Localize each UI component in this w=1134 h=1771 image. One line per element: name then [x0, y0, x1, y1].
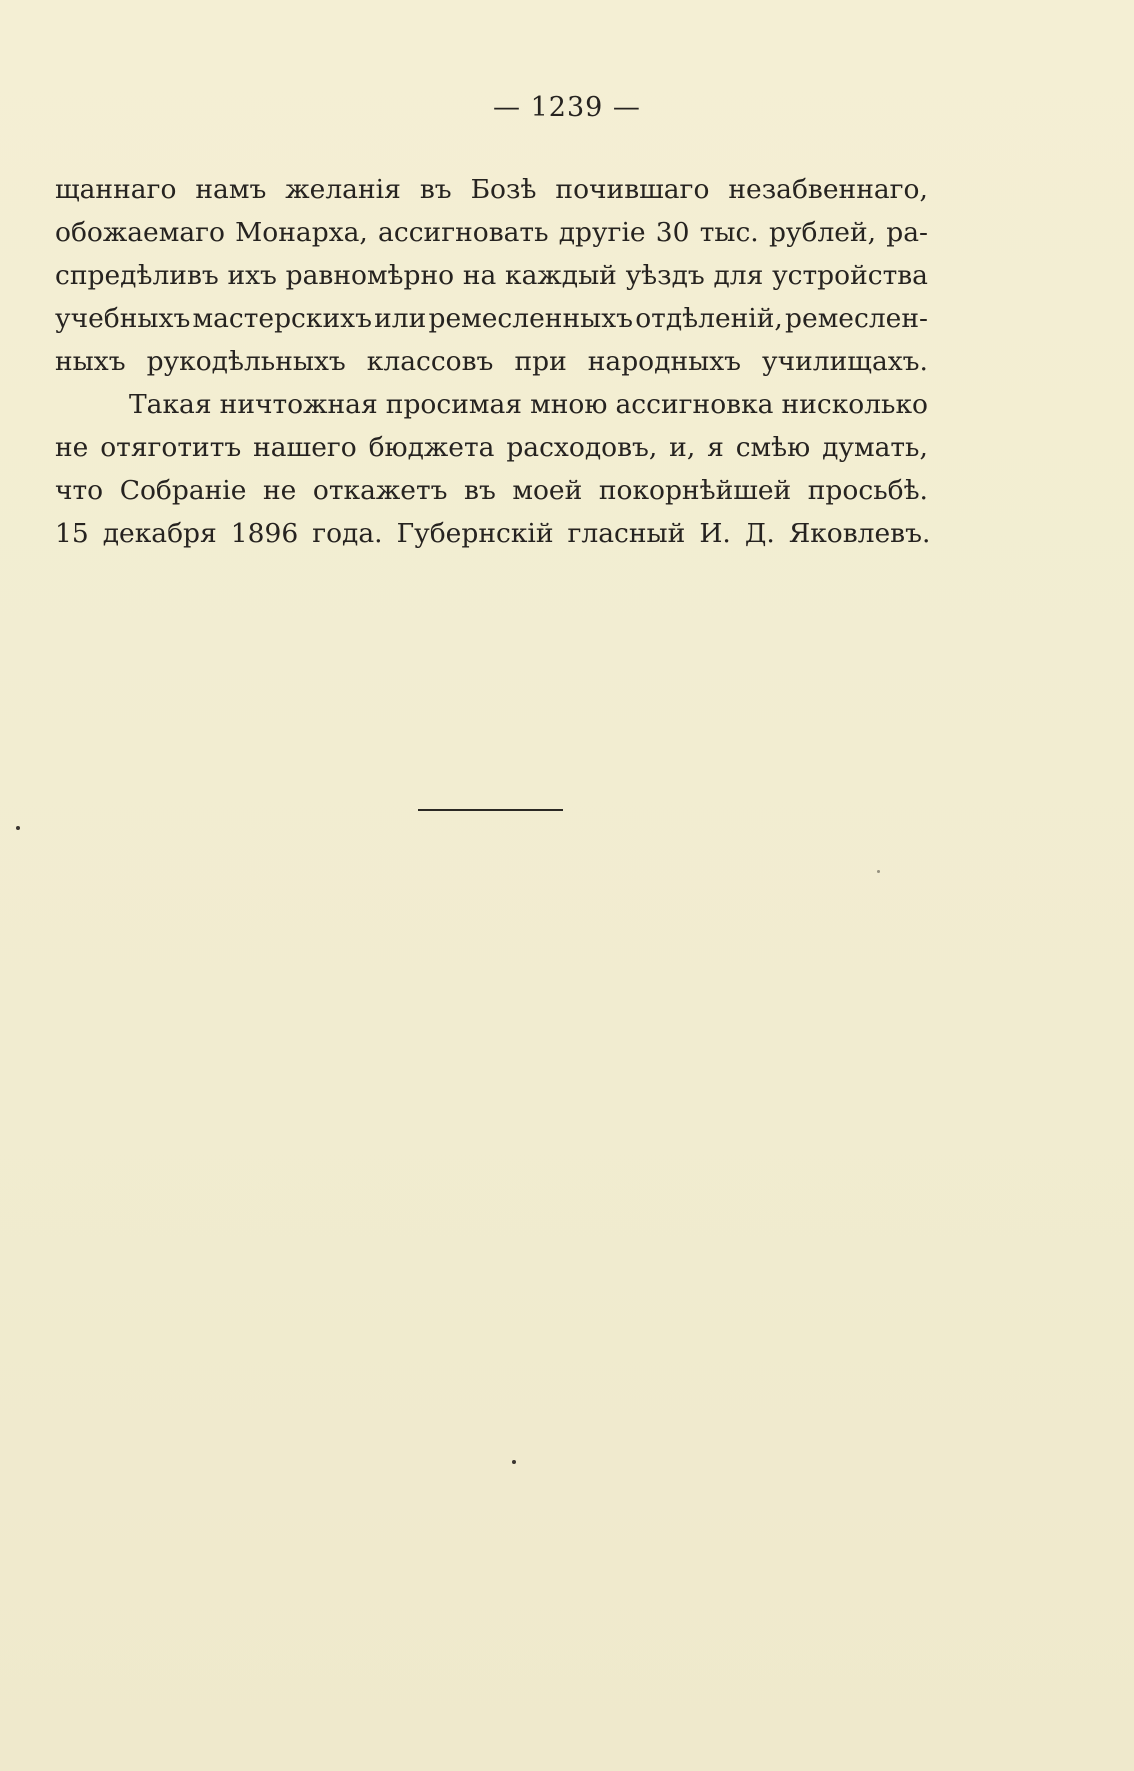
word: думать,: [822, 432, 928, 463]
word: расходовъ,: [506, 432, 658, 463]
word: Д.: [744, 518, 775, 549]
word: не: [55, 432, 89, 463]
word: года.: [312, 518, 383, 549]
word: учебныхъ: [55, 303, 191, 334]
word: 30: [655, 217, 690, 248]
word: обожаемаго: [55, 217, 225, 248]
word: щаннаго: [55, 174, 177, 205]
word: ремесленныхъ: [428, 303, 634, 334]
word: ассигновка: [615, 389, 774, 420]
word: рукодѣльныхъ: [146, 346, 346, 377]
word: отяготитъ: [100, 432, 242, 463]
print-speck: [512, 1460, 516, 1464]
word: ныхъ: [55, 346, 126, 377]
word: гласный: [567, 518, 686, 549]
word: рублей,: [768, 217, 877, 248]
word: что: [55, 475, 104, 506]
word: просьбѣ.: [807, 475, 928, 506]
word: уѣздъ: [625, 260, 705, 291]
text-line: [55, 512, 931, 555]
word: въ: [419, 174, 452, 205]
text-line: [55, 254, 928, 297]
word: откажетъ: [312, 475, 448, 506]
text-line: [55, 211, 928, 254]
word: въ: [464, 475, 496, 506]
word: бюджета: [368, 432, 495, 463]
word: Яковлевъ.: [788, 518, 931, 549]
page-number: — 1239 —: [493, 92, 641, 123]
word: на: [462, 260, 497, 291]
word: тыс.: [699, 217, 759, 248]
text-line: [55, 469, 928, 512]
word: ремеслен-: [785, 303, 928, 334]
word: 1896: [230, 518, 299, 549]
word: отдѣленій,: [635, 303, 783, 334]
word: я: [707, 432, 724, 463]
word: нашего: [253, 432, 357, 463]
print-speck: [877, 870, 880, 873]
word: Собраніе: [119, 475, 247, 506]
word: устройства: [772, 260, 928, 291]
word: желанія: [285, 174, 401, 205]
word: училищахъ.: [762, 346, 928, 377]
word: каждый: [505, 260, 617, 291]
word: ра-: [886, 217, 928, 248]
section-divider: [418, 809, 563, 811]
word: декабря: [102, 518, 217, 549]
word: или: [374, 303, 427, 334]
text-line: [55, 340, 928, 383]
word: смѣю: [735, 432, 811, 463]
word: ничтожная: [219, 389, 378, 420]
word: просимая: [385, 389, 522, 420]
text-line: [55, 168, 928, 211]
word: другіе: [558, 217, 646, 248]
print-speck: [16, 826, 20, 830]
word: классовъ: [366, 346, 494, 377]
word: ихъ: [227, 260, 277, 291]
body-text: [55, 168, 931, 555]
word: моей: [512, 475, 583, 506]
text-line: [55, 426, 928, 469]
word: Бозѣ: [470, 174, 537, 205]
word: ассигновать: [378, 217, 549, 248]
word: Такая: [129, 389, 212, 420]
word: почившаго: [555, 174, 710, 205]
word: незабвеннаго,: [728, 174, 928, 205]
word: для: [713, 260, 764, 291]
word: не: [263, 475, 297, 506]
word: при: [514, 346, 567, 377]
text-line: [55, 297, 928, 340]
word: покорнѣйшей: [598, 475, 792, 506]
word: спредѣливъ: [55, 260, 219, 291]
word: и,: [669, 432, 696, 463]
word: равномѣрно: [285, 260, 455, 291]
word: мастерскихъ: [192, 303, 372, 334]
word: мною: [530, 389, 608, 420]
word: намъ: [195, 174, 267, 205]
text-line: [55, 383, 928, 426]
word: И.: [699, 518, 731, 549]
word: Губернскій: [396, 518, 554, 549]
word: нисколько: [781, 389, 928, 420]
word: народныхъ: [587, 346, 742, 377]
word: 15: [55, 518, 89, 549]
word: Монарха,: [235, 217, 368, 248]
